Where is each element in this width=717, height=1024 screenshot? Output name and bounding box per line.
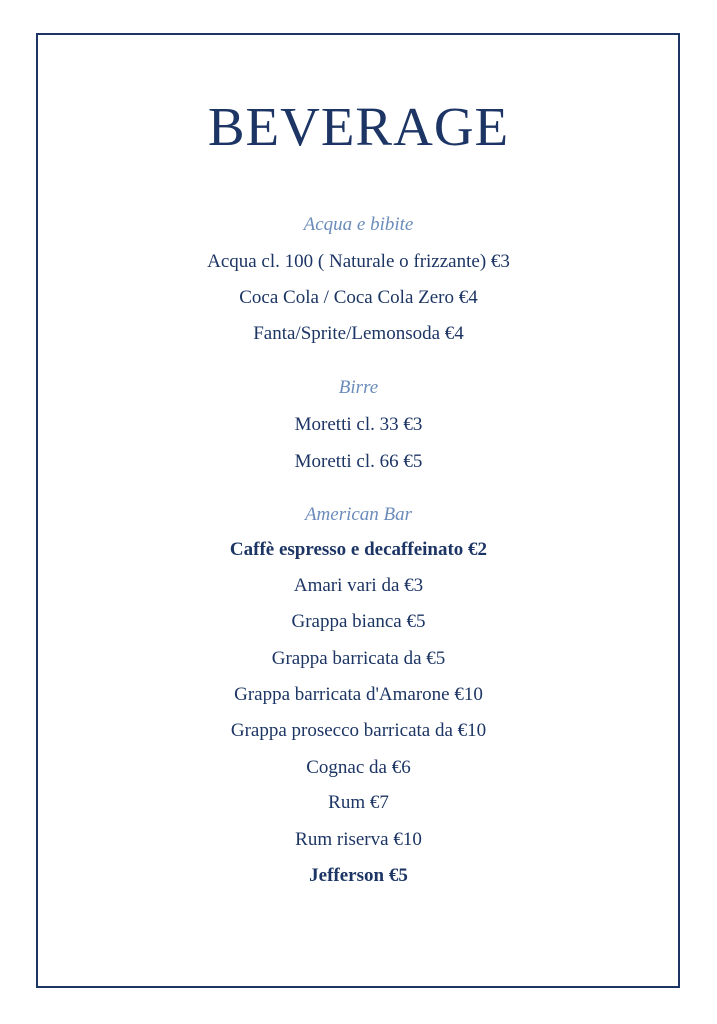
section-heading-birre: Birre (338, 377, 379, 398)
menu-item-grappa-amarone: Grappa barricata d'Amarone €10 (234, 684, 483, 705)
page-title: BEVERAGE (207, 96, 510, 157)
section-heading-acqua-e-bibite: Acqua e bibite (303, 214, 414, 235)
menu-item-grappa-barricata: Grappa barricata da €5 (271, 648, 446, 669)
menu-item-moretti-33: Moretti cl. 33 €3 (294, 414, 423, 435)
menu-item-cognac: Cognac da €6 (306, 757, 411, 778)
menu-item-grappa-bianca: Grappa bianca €5 (291, 611, 426, 632)
menu-item-rum-riserva: Rum riserva €10 (295, 829, 422, 850)
menu-item-grappa-prosecco: Grappa prosecco barricata da €10 (230, 720, 487, 741)
menu-item-moretti-66: Moretti cl. 66 €5 (294, 451, 423, 472)
menu-item-rum: Rum €7 (328, 792, 389, 813)
menu-item-acqua: Acqua cl. 100 ( Naturale o frizzante) €3 (207, 251, 510, 272)
menu-item-fanta-sprite-lemonsoda: Fanta/Sprite/Lemonsoda €4 (253, 323, 464, 344)
menu-item-coca-cola: Coca Cola / Coca Cola Zero €4 (239, 287, 478, 308)
menu-item-caffe-espresso: Caffè espresso e decaffeinato €2 (229, 539, 488, 560)
menu-item-jefferson: Jefferson €5 (309, 865, 408, 886)
section-heading-american-bar: American Bar (304, 504, 413, 525)
menu-item-amari-vari: Amari vari da €3 (293, 575, 424, 596)
